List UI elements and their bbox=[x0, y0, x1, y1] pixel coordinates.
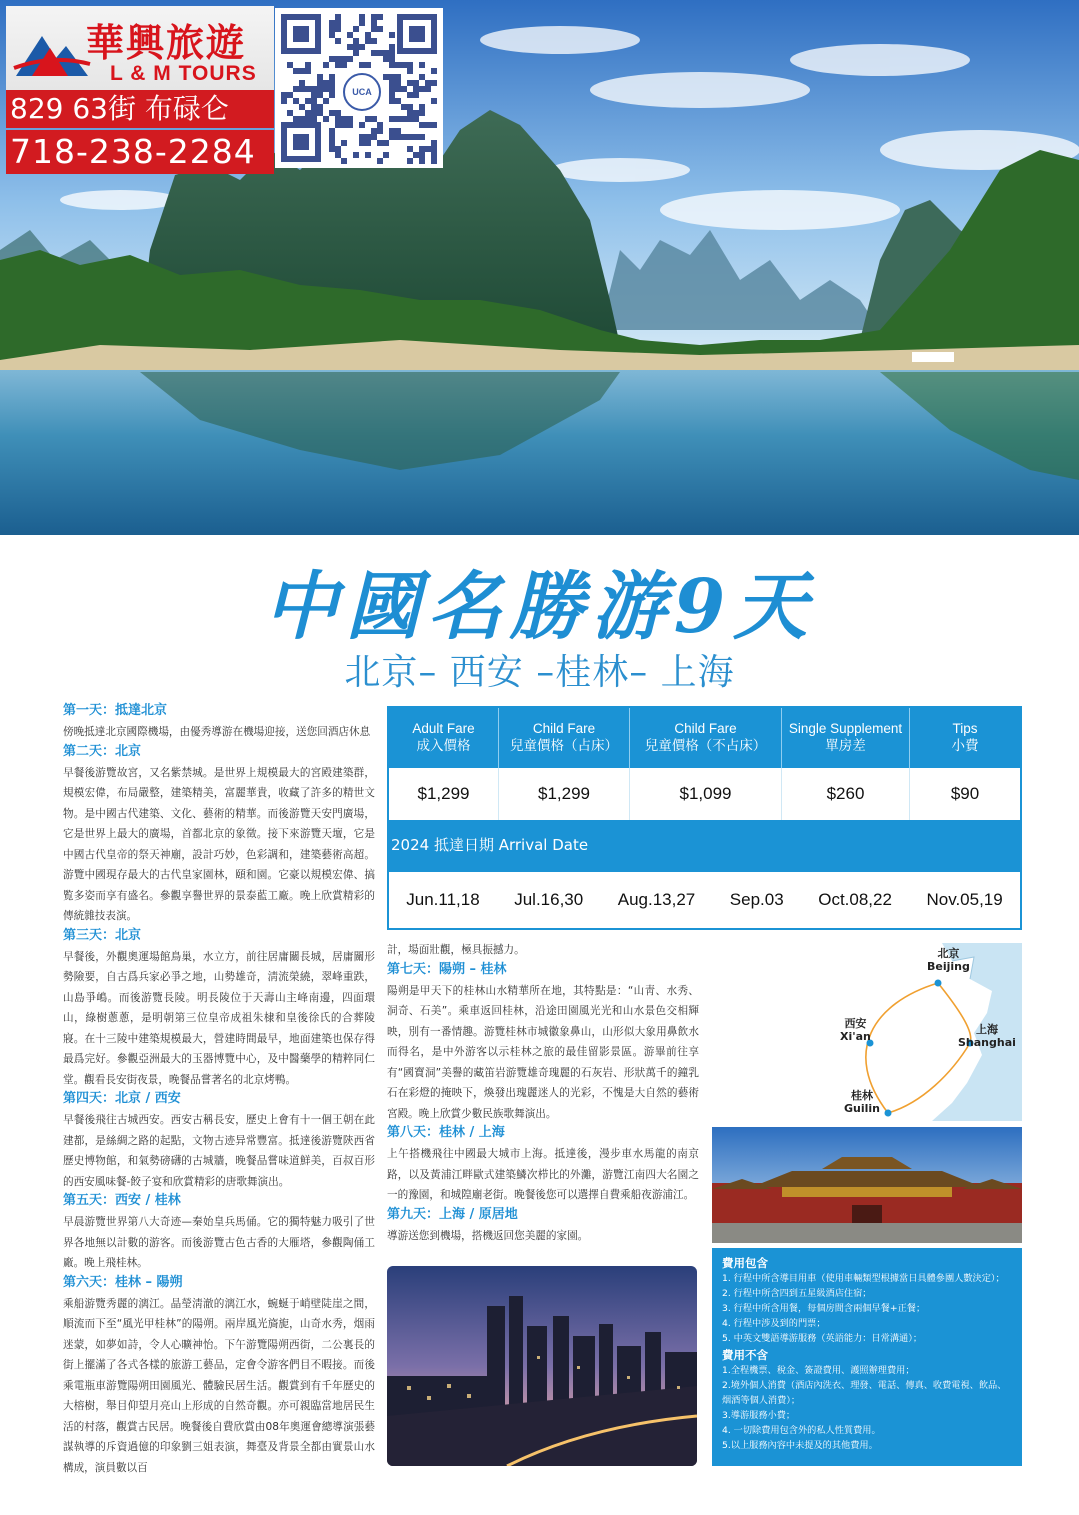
day-9-body: 導游送您到機場，搭機返回您美麗的家園。 bbox=[387, 1229, 589, 1242]
price-single-supplement: $260 bbox=[782, 768, 910, 820]
arrival-date: Jul.16,30 bbox=[514, 890, 584, 909]
arrival-dates-row bbox=[389, 872, 1020, 928]
price-tips: $90 bbox=[950, 784, 980, 803]
day-5-body: 早晨游覽世界第八大奇迹—秦始皇兵馬俑。它的獨特魅力吸引了世界各地無以計數的游客。而後游覽古色古香的大雁塔，參觀陶俑工廠。晚上飛桂林。 bbox=[63, 1216, 375, 1269]
mountain-logo-icon bbox=[12, 24, 92, 84]
fees-excluded-title: 費用不含 bbox=[722, 1348, 768, 1362]
header-child-fare-no-bed: Child Fare 兒童價格（不占床） bbox=[630, 708, 782, 768]
header-child-fare-bed: Child Fare 兒童價格（占床） bbox=[499, 708, 630, 768]
fees-excluded-item: 4. 一切除費用包含外的私人性質費用。 bbox=[722, 1425, 881, 1436]
brand-name-chinese: 華興旅遊 bbox=[86, 20, 247, 65]
price-adult: $1,299 bbox=[389, 768, 499, 820]
itinerary-column-left bbox=[63, 702, 375, 1478]
day-6-body: 乘船游覽秀麗的漓江。晶瑩淸澈的漓江水，蜿蜒于峭壁陡崖之間，順流而下至“風光甲桂林”的陽朔。兩岸風光旖旎，山奇水秀，烟雨迷蒙，如夢如詩，令人心曠神怡。下午游覽陽朔西街，二公裏長的街上擺滿了各式各樣的旅游工藝品，定會令游客們目不暇接。而後乘電瓶車游覽陽朔田園風光、體驗民居生活。觀賞到有千年歷史的大榕樹，舉目仰望月亮山上形成的自然奇觀。亦可親臨當地居民生活的村落，觀賞古民居。晚餐後自費欣賞由08年奧運會總導演張藝謀執導的斥資過億的印象劉三姐表演，舞臺及背景全都由實景山水構成，演員數以百 bbox=[63, 1297, 375, 1474]
fees-excluded-item: 1.全程機票、稅金、簽證費用、護照辦理費用； bbox=[722, 1365, 915, 1376]
fees-included-item: 5. 中英文雙語導游服務（英語能力：日常溝通）； bbox=[722, 1333, 923, 1344]
day-8-title: 第八天：桂林 / 上海 bbox=[387, 1125, 505, 1140]
day-1-body: 傍晚抵達北京國際機場，由優秀導游在機場迎接，送您回酒店休息 bbox=[63, 726, 371, 738]
day-9-title: 第九天：上海 / 原居地 bbox=[387, 1206, 518, 1222]
brand-block bbox=[6, 6, 274, 171]
day-4-title: 第四天：北京 / 西安 bbox=[63, 1091, 181, 1106]
route-map bbox=[712, 943, 1022, 1121]
price-table-header bbox=[389, 708, 1020, 768]
day-6-body-continued: 計，場面壯觀，極具振撼力。 bbox=[387, 944, 525, 956]
day-8-body: 上午搭機飛往中國最大城市上海。抵達後，漫步車水馬龍的南京路，以及黃浦江畔歐式建築鱗次栉比的外灘，游覽江南四大名園之一的豫園，和城隍廟老街。晚餐後您可以選擇自費乘船夜游浦江。 bbox=[387, 1148, 699, 1201]
price-table-values bbox=[389, 768, 1020, 820]
day-3-title: 第三天：北京 bbox=[63, 927, 142, 943]
shanghai-skyline-photo bbox=[387, 1266, 697, 1466]
day-4-body: 早餐後飛往古城西安。西安古稱長安，歷史上會有十一個王朝在此建都，是絲綢之路的起點，文物古迹异常豐富。抵達後游覽陝西省歷史博物館，和氣勢磅礴的古城牆，晚餐品嘗味道鮮美，百叔百形的西安風味餐-餃子宴和欣賞精彩的唐歌舞演出。 bbox=[63, 1114, 375, 1188]
fees-included-title: 費用包含 bbox=[722, 1256, 768, 1270]
page-title: 中國名勝游9天 bbox=[263, 564, 816, 650]
arrival-date: Sep.03 bbox=[729, 890, 784, 909]
day-2-title: 第二天：北京 bbox=[63, 743, 142, 759]
header-adult-fare: Adult Fare 成入價格 bbox=[389, 708, 499, 768]
fees-included-item: 2. 行程中所含四到五星級酒店住宿； bbox=[722, 1288, 872, 1299]
brand-name-english: L & M TOURS bbox=[110, 62, 257, 85]
fees-panel bbox=[712, 1248, 1022, 1466]
arrival-date-label: 2024 抵達日期 Arrival Date bbox=[389, 820, 1020, 872]
day-1-title: 第一天：抵達北京 bbox=[63, 703, 168, 718]
map-label-shanghai: 上海 Shanghai bbox=[958, 1023, 1016, 1049]
fees-included-item: 1. 行程中所含導目用車（使用車輛類型根據當日具體參團人數決定）； bbox=[722, 1273, 1005, 1284]
day-7-body: 陽朔是甲天下的桂林山水精華所在地，其特點是：“山靑、水秀、洞奇、石美”。乘車返回桂林，沿途田園風光光和山水景色交相輝映，別有一番情趣。游覽桂林市城徽象鼻山，山形似大象用鼻飲水而得名，是中外游客以示桂林之旅的最佳留影景區。游畢前往享有“國寶洞”美譽的藏笛岩游覽雄奇瑰麗的石灰岩、形狀萬千的鐘乳石在彩燈的掩映下，煥發出瑰麗迷人的光彩，不愧是大自然的藝術宮殿。晚上欣賞少數民族歌舞演出。 bbox=[387, 984, 699, 1120]
qr-code-image bbox=[275, 8, 443, 168]
day-7-title: 第七天：陽朔 – 桂林 bbox=[387, 961, 507, 977]
day-6-title: 第六天：桂林 – 陽朔 bbox=[63, 1274, 183, 1290]
header-single-supplement: Single Supplement 單房差 bbox=[782, 708, 910, 768]
logo-banner bbox=[6, 6, 274, 90]
price-child-no-bed: $1,099 bbox=[630, 768, 782, 820]
fees-excluded-item: 5.以上服務內容中未提及的其他費用。 bbox=[722, 1440, 878, 1451]
uca-badge: UCA bbox=[343, 73, 381, 111]
arrival-date: Aug.13,27 bbox=[617, 890, 696, 909]
forbidden-city-photo bbox=[712, 1127, 1022, 1243]
itinerary-column-middle bbox=[387, 940, 699, 1246]
fees-excluded-item: 2.境外個人消費（酒店內洗衣、理發、電話、傳真、收費電視、飲品、烟酒等個人消費）； bbox=[722, 1380, 1007, 1406]
fees-included-item: 3. 行程中所含用餐，每個房間含兩個早餐+正餐； bbox=[722, 1303, 926, 1314]
day-2-body: 早餐後游覽故宮，又名紫禁城。是世界上規模最大的宮殿建築群，規模宏偉，布局嚴整，建築精美，富麗華貴，收藏了許多的精世文物。是中國古代建築、文化、藝術的精華。而後游覽天安門廣場，它是世界上最大的廣場，首都北京的象徵。接下來游覽天壇，它是中國古代皇帝的祭天神廟，設計巧妙，色彩調和，建築藝術高超。游覽中國現存最大的古代皇家園林，頤和園。它豪以規模宏偉、搞覧多姿而享有盛名。參觀享譽世界的景泰藍工廠。晚上欣賞精彩的傳統雜技表演。 bbox=[63, 766, 375, 922]
arrival-date: Oct.08,22 bbox=[818, 890, 892, 909]
route-subtitle: 北京– 西安 –桂林– 上海 bbox=[344, 652, 735, 693]
day-5-title: 第五天：西安 / 桂林 bbox=[63, 1193, 181, 1208]
brand-address: 829 63街 布碌仑 bbox=[6, 90, 274, 128]
price-child-bed: $1,299 bbox=[499, 768, 630, 820]
day-3-body: 早餐後，外觀奧運場館鳥巢，水立方，前往居庸關長城，居庸關形勢險要，自古爲兵家必爭之地，山勢雄奇，淸流榮繞，翠峰重跌，山島爭嶋。而後游覽長陵。明長陵位于天壽山主峰南邊，四面環山，綠樹蔥蔥，是明朝第三位皇帝成祖朱棣和皇後徐氏的合葬陵寢。在十三陵中建築規模最大，營建時間最早，地面建築也保存得最爲完好。參觀亞洲最大的玉器博覽中心，及中醫藥學的精粹同仁堂。觀看長安街夜景，晚餐品嘗著名的北京烤鴨。 bbox=[63, 950, 375, 1086]
brand-phone: 718-238-2284 bbox=[6, 130, 274, 174]
header-tips: Tips 小費 bbox=[951, 721, 979, 753]
guilin-marker bbox=[885, 1110, 892, 1117]
fees-included-item: 4. 行程中涉及到的門票； bbox=[722, 1318, 826, 1329]
arrival-date: Nov.05,19 bbox=[926, 890, 1003, 909]
beijing-marker bbox=[935, 980, 942, 987]
map-label-beijing: 北京 Beijing bbox=[927, 947, 970, 973]
fees-excluded-item: 3.導游服務小費； bbox=[722, 1410, 796, 1421]
map-label-guilin: 桂林 Guilin bbox=[844, 1089, 881, 1115]
map-label-xian: 西安 Xi'an bbox=[840, 1017, 871, 1043]
arrival-date: Jun.11,18 bbox=[406, 890, 480, 909]
price-table bbox=[387, 706, 1022, 930]
